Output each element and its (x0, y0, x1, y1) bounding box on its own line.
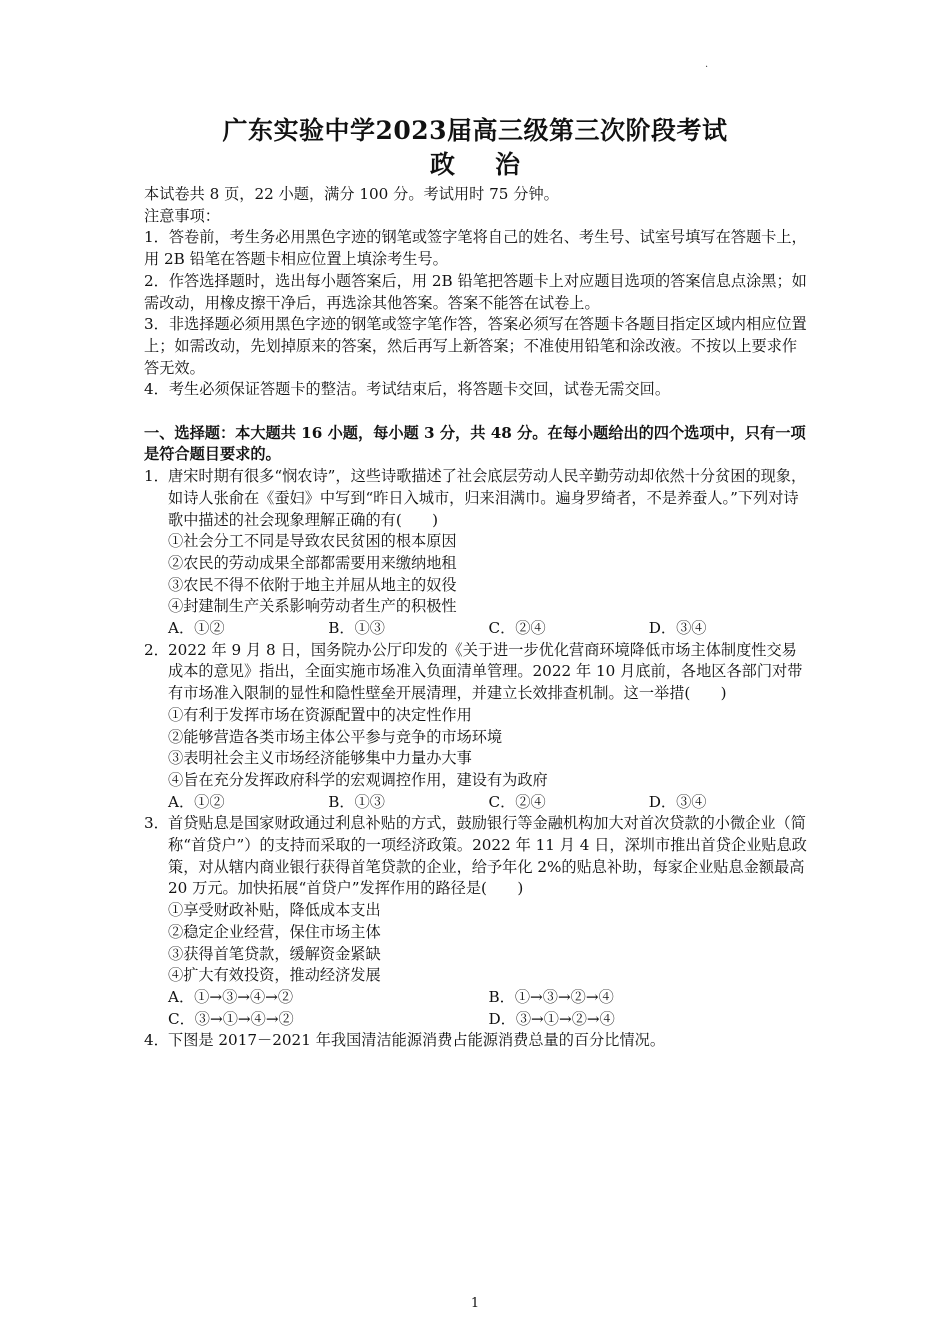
notes-title: 注意事项： (144, 206, 220, 225)
option-b: B．①③ (328, 619, 385, 638)
question-1 (144, 466, 809, 531)
exam-info: 本试卷共 8 页，22 小题，满分 100 分。考试用时 75 分钟。 (144, 185, 559, 203)
statement-item: ②稳定企业经营，保住市场主体 (168, 922, 381, 941)
option-a: A．①② (168, 619, 225, 638)
statement-item: ③获得首笔贷款，缓解资金紧缺 (168, 944, 381, 963)
subject-char: 政 (429, 150, 455, 179)
answer-options (144, 1009, 809, 1031)
option-a: A．①→③→④→② (168, 988, 294, 1006)
answer-options (144, 987, 809, 1009)
question-stem: 唐宋时期有很多“悯农诗”，这些诗歌描述了社会底层劳动人民辛勤劳动却依然十分贫困的现象，如诗人张俞在《蚕妇》中写到“昨日入城市，归来泪满巾。遍身罗绮者，不是养蚕人。”下列对诗歌中描述的社会现象理解正确的有( ) (168, 467, 807, 529)
exam-body (144, 184, 809, 1052)
note-item: 2．作答选择题时，选出每小题答案后，用 2B 铅笔把答题卡上对应题目选项的答案信息点涂黑；如需改动，用橡皮擦干净后，再选涂其他答案。答案不能答在试卷上。 (144, 271, 807, 312)
note-item: 4．考生必须保证答题卡的整洁。考试结束后，将答题卡交回，试卷无需交回。 (144, 380, 671, 399)
option-d: D．③→①→②→④ (488, 1009, 615, 1028)
option-b: B．①→③→②→④ (488, 988, 614, 1006)
statement-item: ②农民的劳动成果全部都需要用来缴纳地租 (168, 553, 457, 572)
corner-dot: · (705, 62, 709, 73)
option-d: D．③④ (648, 619, 707, 638)
question-stem: 2022 年 9 月 8 日，国务院办公厅印发的《关于进一步优化营商环境降低市场主体制度性交易成本的意见》指出，全面实施市场准入负面清单管理。2022 年 10 月底前，各地区各部门对带有市场准入限制的显性和隐性壁垒开展清理，并建立长效排查机制。这一举措( ) (168, 640, 803, 703)
option-d: D．③④ (648, 792, 707, 811)
page-number: 1 (470, 1296, 480, 1311)
question-4 (144, 1030, 809, 1052)
option-b: B．①③ (328, 792, 385, 811)
subject-title (0, 148, 950, 182)
exam-title: 广东实验中学2023届高三级第三次阶段考试 (222, 116, 728, 145)
statement-item: ④旨在充分发挥政府科学的宏观调控作用，建设有为政府 (168, 770, 548, 789)
option-c: C．②④ (488, 619, 546, 638)
statement-item: ①社会分工不同是导致农民贫困的根本原因 (168, 532, 457, 551)
note-item: 3．非选择题必须用黑色字迹的钢笔或签字笔作答，答案必须写在答题卡各题目指定区域内相应位置上；如需改动，先划掉原来的答案，然后再写上新答案；不准使用铅笔和涂改液。不按以上要求作答无效。 (144, 315, 807, 377)
statement-item: ①享受财政补贴，降低成本支出 (168, 901, 381, 920)
question-stem: 首贷贴息是国家财政通过利息补贴的方式，鼓励银行等金融机构加大对首次贷款的小微企业（简称“首贷户”）的支持而采取的一项经济政策。2022 年 11 月 4 日，深圳市推出首贷企业贴息政策，对从辖内商业银行获得首笔贷款的企业，给予年化 2%的贴息补助，每家企业贴息金额最高 20 万元。加快拓展“首贷户”发挥作用的路径是( ) (168, 814, 807, 898)
option-c: C．③→①→④→② (168, 1009, 294, 1028)
question-number: 4． (144, 1031, 169, 1050)
statement-item: ①有利于发挥市场在资源配置中的决定性作用 (168, 705, 472, 724)
question-number: 1． (144, 467, 169, 486)
question-number: 2． (144, 640, 169, 659)
statement-item: ②能够营造各类市场主体公平参与竞争的市场环境 (168, 727, 503, 746)
statement-item: ④扩大有效投资，推动经济发展 (168, 966, 381, 985)
answer-options (144, 792, 809, 814)
statement-item: ③农民不得不依附于地主并屈从地主的奴役 (168, 575, 457, 594)
subject-char: 治 (495, 150, 521, 179)
statement-item: ③表明社会主义市场经济能够集中力量办大事 (168, 749, 472, 768)
question-number: 3． (144, 814, 169, 833)
option-c: C．②④ (488, 792, 546, 811)
question-3 (144, 813, 809, 900)
statement-item: ④封建制生产关系影响劳动者生产的积极性 (168, 597, 457, 616)
option-a: A．①② (168, 792, 225, 811)
question-2 (144, 640, 809, 705)
section-heading: 一、选择题：本大题共 16 小题，每小题 3 分，共 48 分。在每小题给出的四个选项中，只有一项是符合题目要求的。 (144, 423, 806, 464)
question-stem: 下图是 2017－2021 年我国清洁能源消费占能源消费总量的百分比情况。 (168, 1031, 666, 1050)
note-item: 1．答卷前，考生务必用黑色字迹的钢笔或签字笔将自己的姓名、考生号、试室号填写在答题卡上，用 2B 铅笔在答题卡相应位置上填涂考生号。 (144, 228, 807, 269)
answer-options (144, 618, 809, 640)
